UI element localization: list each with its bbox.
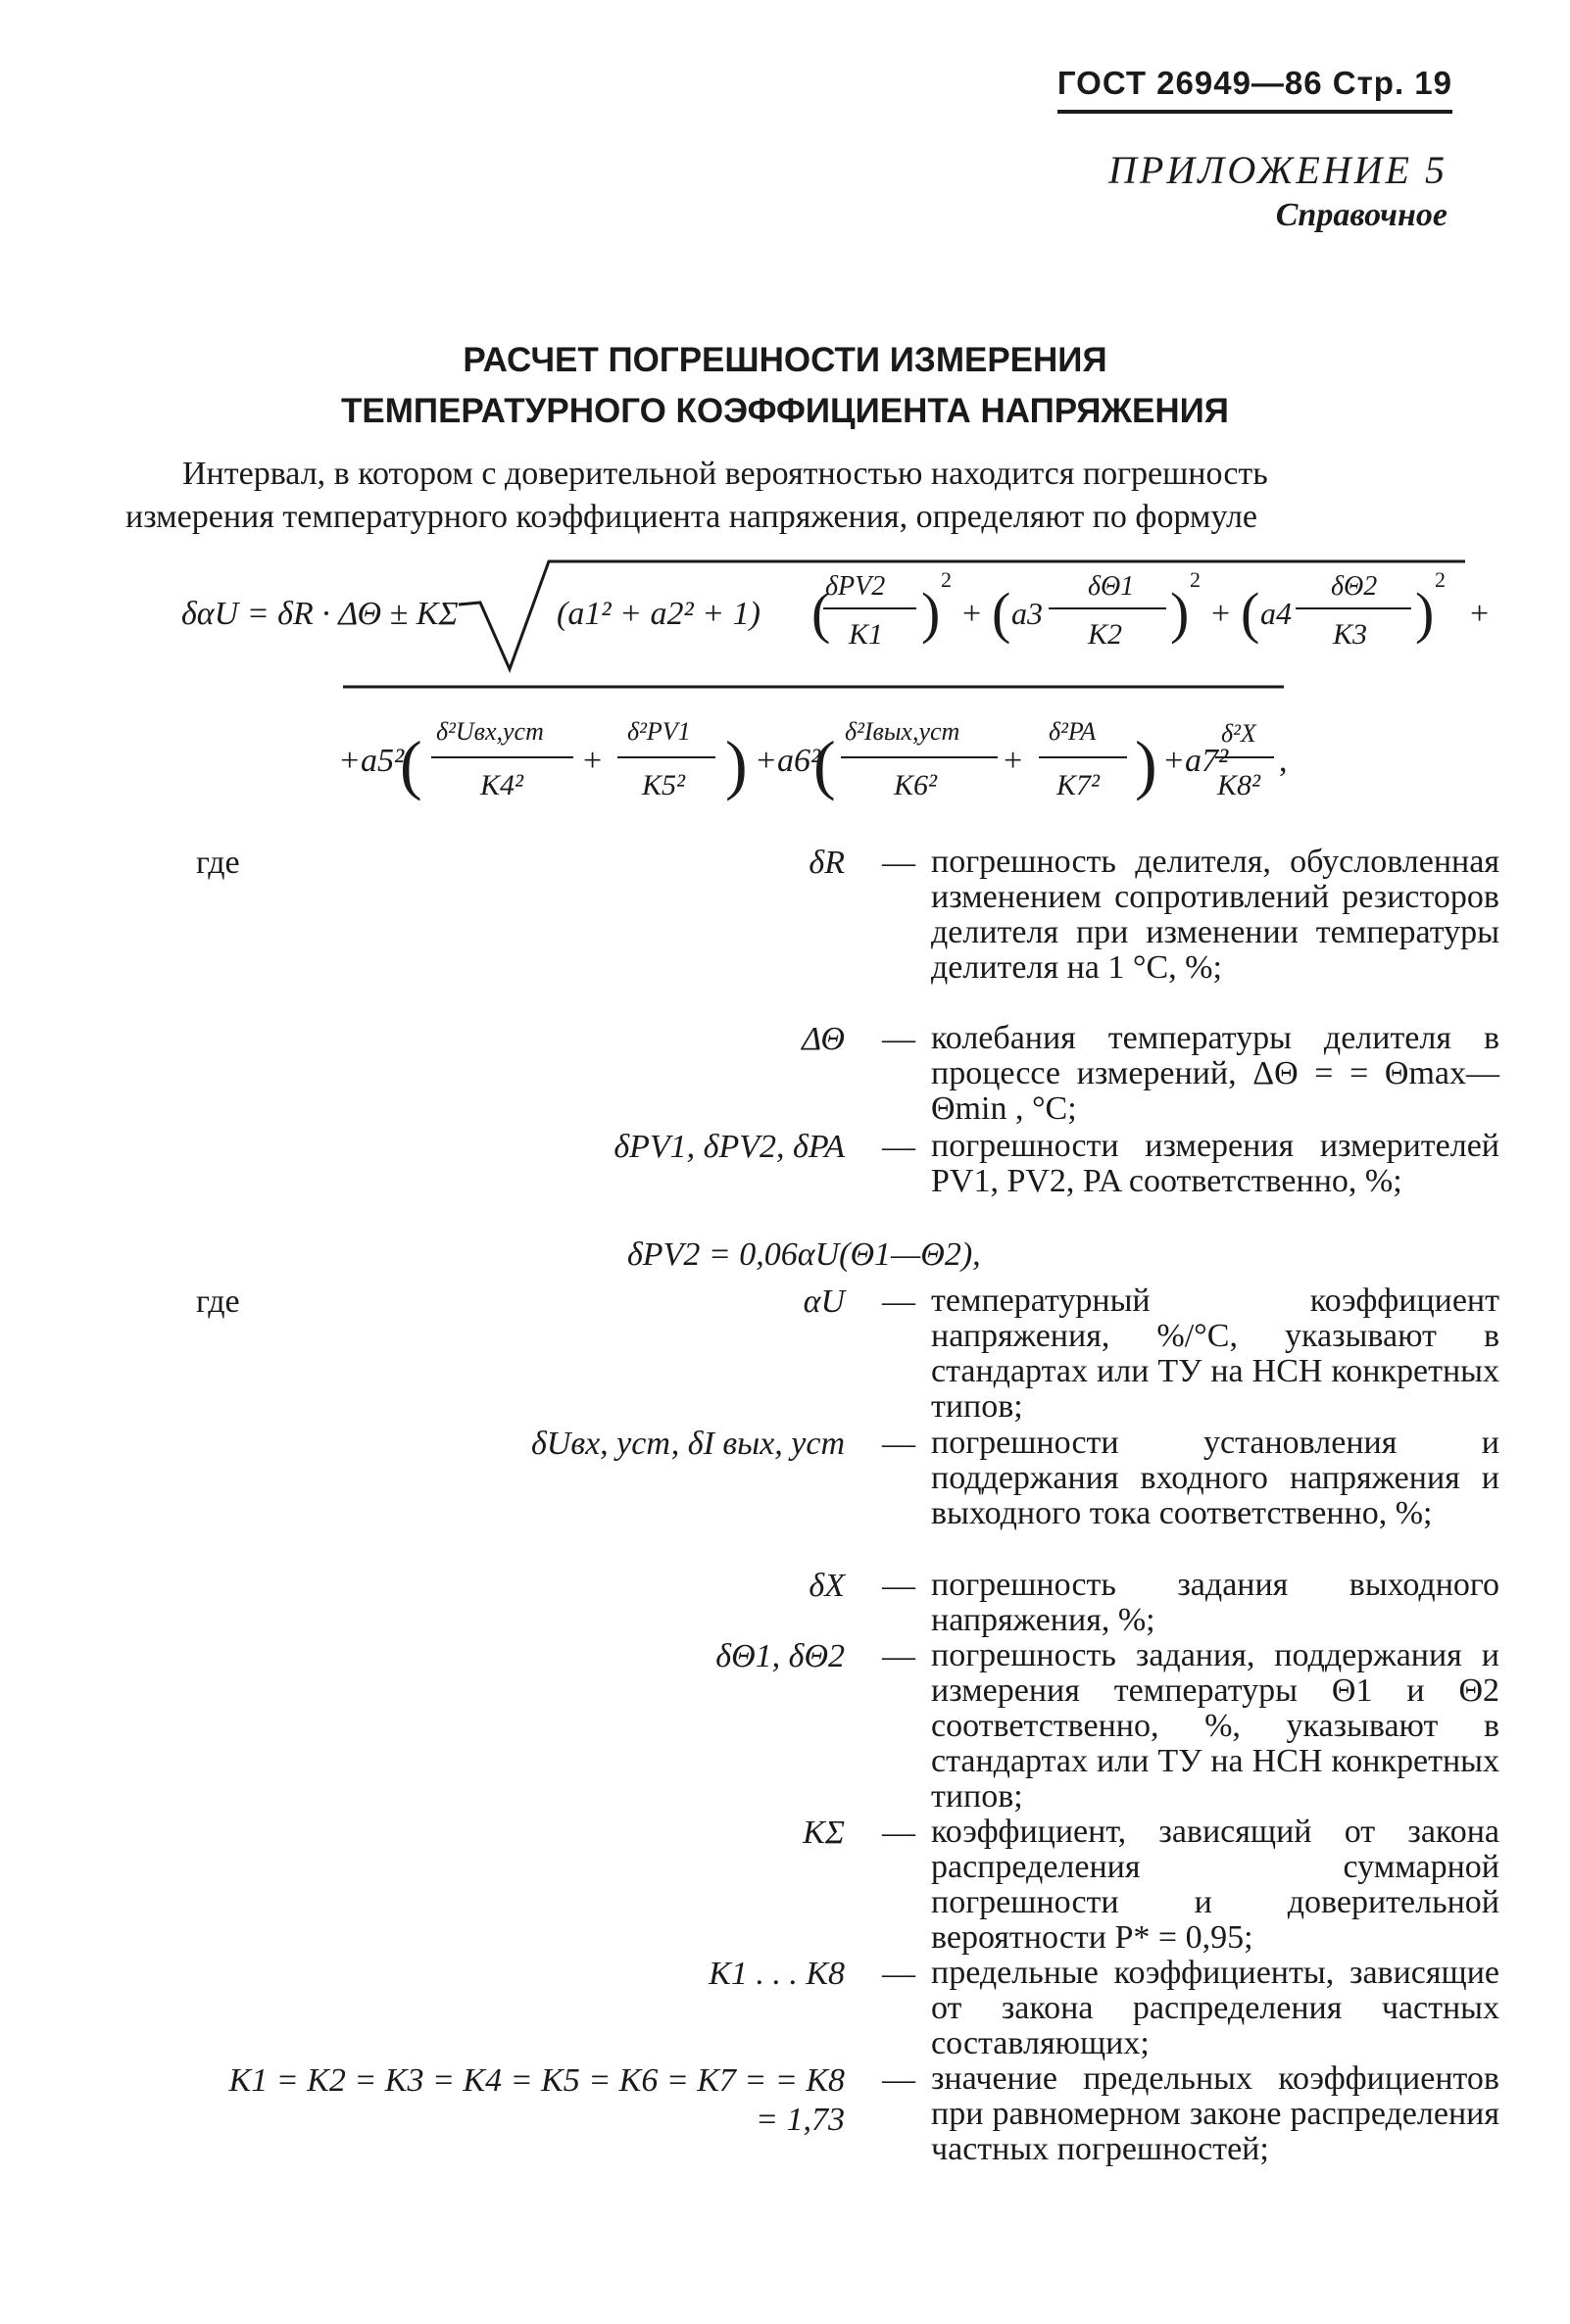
plus-1: + [962, 596, 982, 632]
plus-2: + [1211, 596, 1231, 632]
def-dash: — [882, 1815, 915, 1851]
section-title-line1: РАСЧЕТ ПОГРЕШНОСТИ ИЗМЕРЕНИЯ [463, 341, 1107, 379]
page-header: ГОСТ 26949—86 Стр. 19 [1057, 65, 1452, 114]
def-dash: — [882, 1638, 915, 1674]
section-title [0, 335, 1570, 437]
def-dash: — [882, 1283, 915, 1320]
frac4-denominator: K4² [480, 769, 524, 801]
paren-open-2: ( [992, 581, 1011, 645]
def-text: погрешность задания выходного напряжения, %; [931, 1567, 1499, 1638]
frac7-denominator: K7² [1056, 769, 1101, 801]
appendix-block [1108, 147, 1447, 234]
paren-open-5: ( [813, 727, 836, 801]
formula-lhs: δαU = δR · ΔΘ ± KΣ [181, 596, 459, 632]
appendix-subtitle: Справочное [1275, 197, 1447, 233]
plus-5: + [1004, 743, 1023, 779]
a4-coeff: a4 [1260, 596, 1292, 631]
formula-comma: , [1279, 743, 1288, 779]
frac1-numerator: δPV2 [825, 571, 886, 602]
def-symbol: δΘ1, δΘ2 [715, 1638, 845, 1674]
def-symbol: K1 . . . K8 [709, 1956, 845, 1992]
def-symbol: δR [809, 845, 845, 881]
sq-3: 2 [1435, 567, 1446, 592]
plus-4: + [583, 743, 603, 779]
paren-close-2: ) [1170, 581, 1190, 645]
frac8-denominator: K8² [1217, 769, 1261, 801]
frac5-numerator: δ²PV1 [627, 717, 691, 746]
def-text: погрешности измерения измерителей PV1, PV2, PA соответственно, %; [931, 1128, 1499, 1199]
frac6-denominator: K6² [894, 769, 938, 801]
paren-close-4: ) [725, 727, 748, 801]
def-symbol: KΣ [803, 1815, 845, 1851]
def-symbol: δUвх, уст, δI вых, уст [530, 1426, 845, 1462]
sq-1: 2 [941, 567, 952, 592]
def-dash: — [882, 1568, 915, 1604]
def-text: коэффициент, зависящий от закона распределения суммарной погрешности и доверительной вероятности P* = 0,95; [931, 1814, 1499, 1956]
frac1-denominator: K1 [849, 618, 884, 651]
def-symbol: αU [803, 1283, 845, 1320]
def-text: погрешность задания, поддержания и измерения температуры Θ1 и Θ2 соответственно, %, указывают в стандартах или ТУ на НСН конкретных типов; [931, 1637, 1499, 1815]
def-dash: — [882, 1956, 915, 1992]
def-dash: — [882, 2061, 915, 2098]
def-text: температурный коэффициент напряжения, %/°C, указывают в стандартах или ТУ на НСН конкретных типов; [931, 1283, 1499, 1425]
def-text: колебания температуры делителя в процессе измерений, ΔΘ = = Θmax—Θmin , °C; [931, 1020, 1499, 1127]
where-label-2: где [196, 1283, 240, 1320]
a3-coeff: a3 [1011, 596, 1043, 631]
def-dash: — [882, 1021, 915, 1057]
frac3-denominator: K3 [1333, 618, 1368, 651]
a5-coeff: +a5² [338, 743, 405, 779]
section-title-line2: ТЕМПЕРАТУРНОГО КОЭФФИЦИЕНТА НАПРЯЖЕНИЯ [341, 392, 1229, 430]
plus-3: + [1470, 596, 1490, 632]
def-text: значение предельных коэффициентов при равномерном законе распределения частных погрешностей; [931, 2060, 1499, 2167]
def-text: погрешности установления и поддержания входного напряжения и выходного тока соответственно, %; [931, 1425, 1499, 1531]
def-symbol: ΔΘ [802, 1021, 845, 1057]
where-label-1: где [196, 845, 240, 881]
equation-pv2: δPV2 = 0,06αU(Θ1—Θ2), [627, 1236, 981, 1273]
frac2-denominator: K2 [1088, 618, 1123, 651]
paren-open-4: ( [400, 727, 422, 801]
a7-coeff: +a7² [1162, 743, 1229, 779]
intro-line1: Интервал, в котором с доверительной вероятностью находится погрешность [182, 456, 1268, 492]
frac5-denominator: K5² [642, 769, 686, 801]
paren-close-1: ) [921, 581, 941, 645]
formula-part1: (a1² + a2² + 1) [557, 596, 760, 632]
def-symbol: δX [809, 1568, 845, 1604]
frac8-numerator: δ²X [1221, 719, 1256, 748]
intro-paragraph [125, 453, 1497, 539]
def-symbol: δPV1, δPV2, δPA [613, 1129, 845, 1165]
paren-close-3: ) [1415, 581, 1435, 645]
def-text: погрешность делителя, обусловленная изменением сопротивлений резисторов делителя при изменении температуры делителя на 1 °C, %; [931, 844, 1499, 986]
frac4-numerator: δ²Uвх,уст [436, 717, 544, 746]
a6-coeff: +a6² [755, 743, 821, 779]
paren-close-5: ) [1135, 727, 1157, 801]
def-dash: — [882, 1129, 915, 1165]
appendix-title: ПРИЛОЖЕНИЕ 5 [1108, 148, 1447, 192]
sq-2: 2 [1190, 567, 1201, 592]
def-symbol: K1 = K2 = K3 = K4 = K5 = K6 = K7 = = K8 = 1,73 [228, 2062, 845, 2138]
frac2-numerator: δΘ1 [1088, 571, 1135, 602]
main-formula [0, 544, 1570, 843]
paren-open-3: ( [1241, 581, 1260, 645]
frac7-numerator: δ²PA [1049, 717, 1097, 746]
def-dash: — [882, 845, 915, 881]
frac6-numerator: δ²Iвых,уст [845, 717, 960, 746]
formula-svg [0, 544, 1570, 838]
intro-line2: измерения температурного коэффициента напряжения, определяют по формуле [125, 499, 1258, 535]
def-text: предельные коэффициенты, зависящие от закона распределения частных составляющих; [931, 1955, 1499, 2061]
frac3-numerator: δΘ2 [1331, 571, 1378, 602]
def-dash: — [882, 1426, 915, 1462]
paren-open-1: ( [811, 581, 831, 645]
